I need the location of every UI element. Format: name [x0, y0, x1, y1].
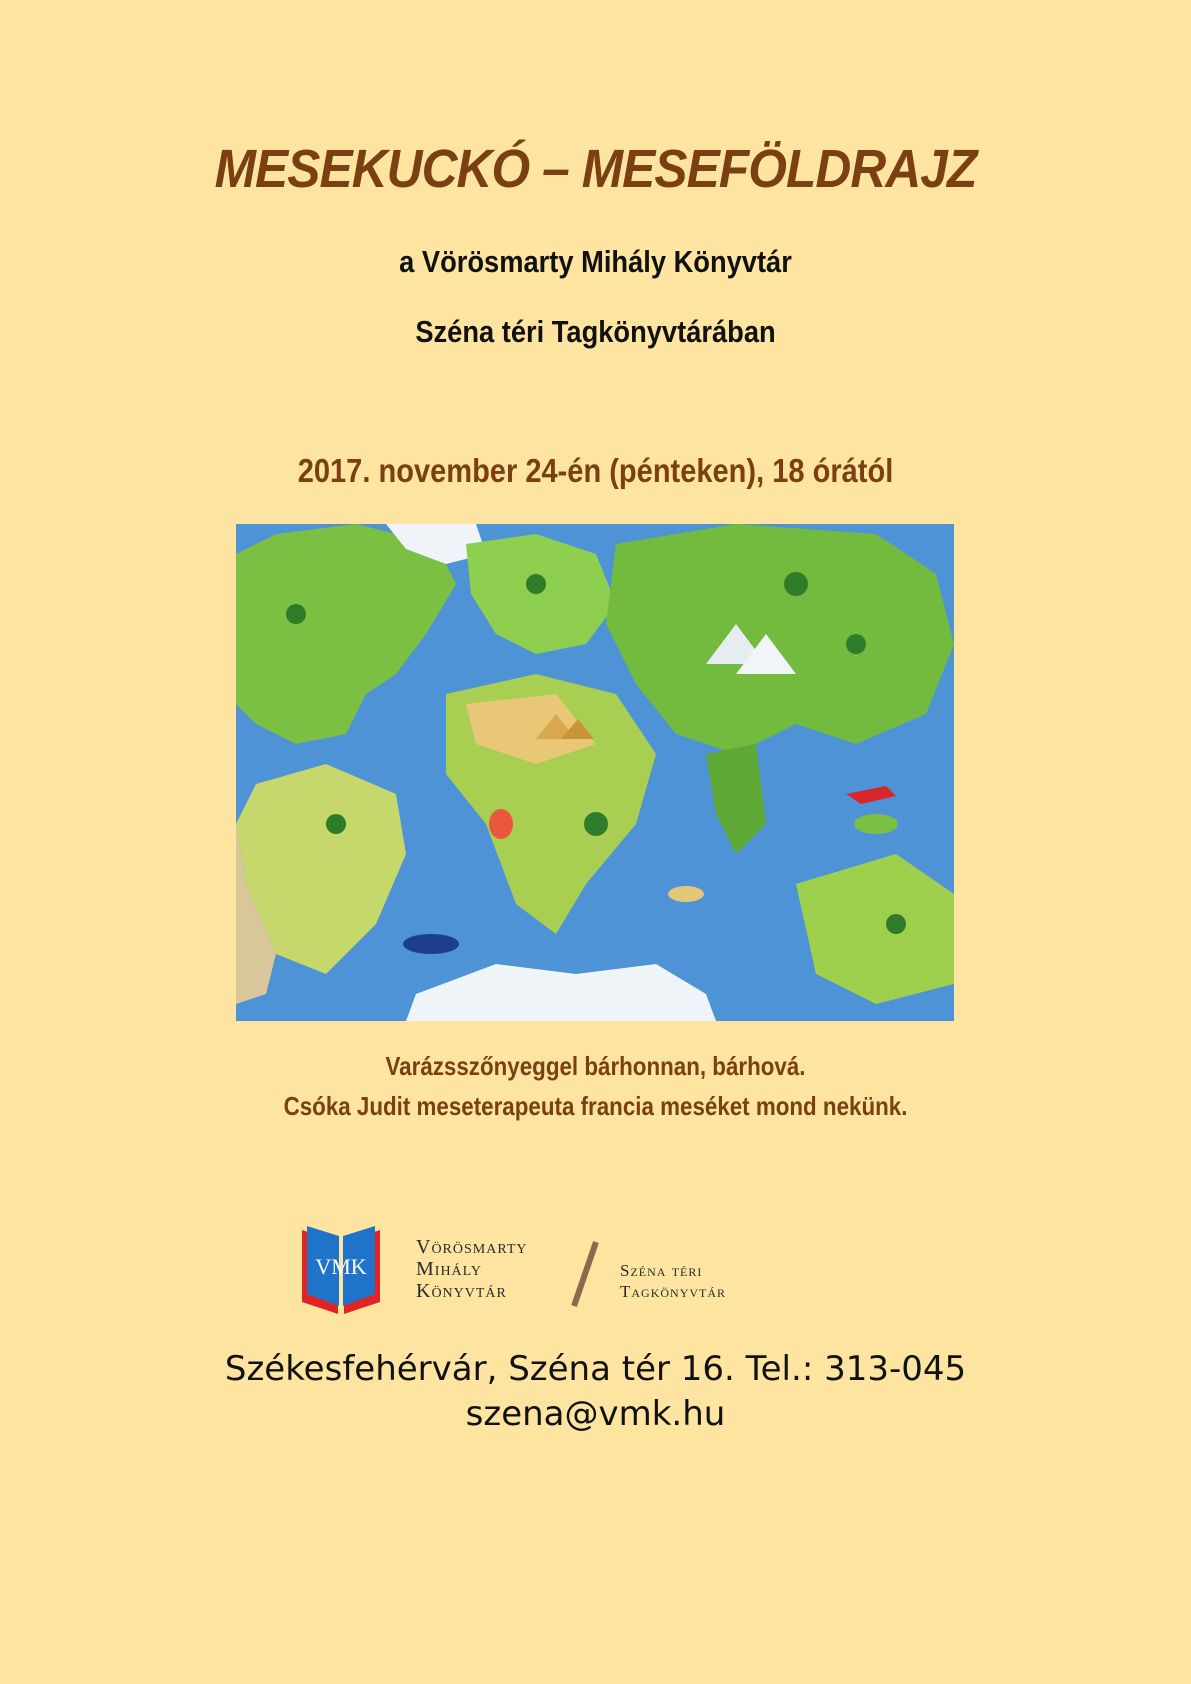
library-name-line-2: Mihály	[416, 1258, 482, 1280]
description-line-2: Csóka Judit meseterapeuta francia meséket mond nekünk.	[283, 1091, 908, 1121]
library-name	[416, 1236, 528, 1302]
logo-initials: VMK	[315, 1254, 367, 1279]
library-name-line-3: Könyvtár	[416, 1280, 507, 1302]
vmk-book-logo-icon	[298, 1222, 384, 1318]
poster-title: MESEKUCKÓ – MESEFÖLDRAJZ	[214, 139, 977, 199]
branch-name-line-2: Tagkönyvtár	[620, 1282, 727, 1301]
world-map-illustration	[236, 524, 954, 1021]
illustrated-world-map	[236, 524, 954, 1021]
library-subtitle: a Vörösmarty Mihály Könyvtár	[399, 244, 792, 279]
library-name-line-1: Vörösmarty	[416, 1236, 528, 1258]
branch-name	[620, 1260, 726, 1302]
branch-name-line-1: Széna téri	[620, 1261, 703, 1280]
logo-slash-divider	[566, 1240, 606, 1310]
event-date: 2017. november 24-én (pénteken), 18 órától	[297, 452, 894, 489]
description-line-1: Varázsszőnyeggel bárhonnan, bárhová.	[385, 1051, 806, 1081]
email-address: szena@vmk.hu	[465, 1394, 726, 1434]
address-phone: Székesfehérvár, Széna tér 16. Tel.: 313-045	[224, 1349, 967, 1389]
library-logo	[298, 1218, 798, 1318]
branch-subtitle: Széna téri Tagkönyvtárában	[415, 314, 776, 349]
